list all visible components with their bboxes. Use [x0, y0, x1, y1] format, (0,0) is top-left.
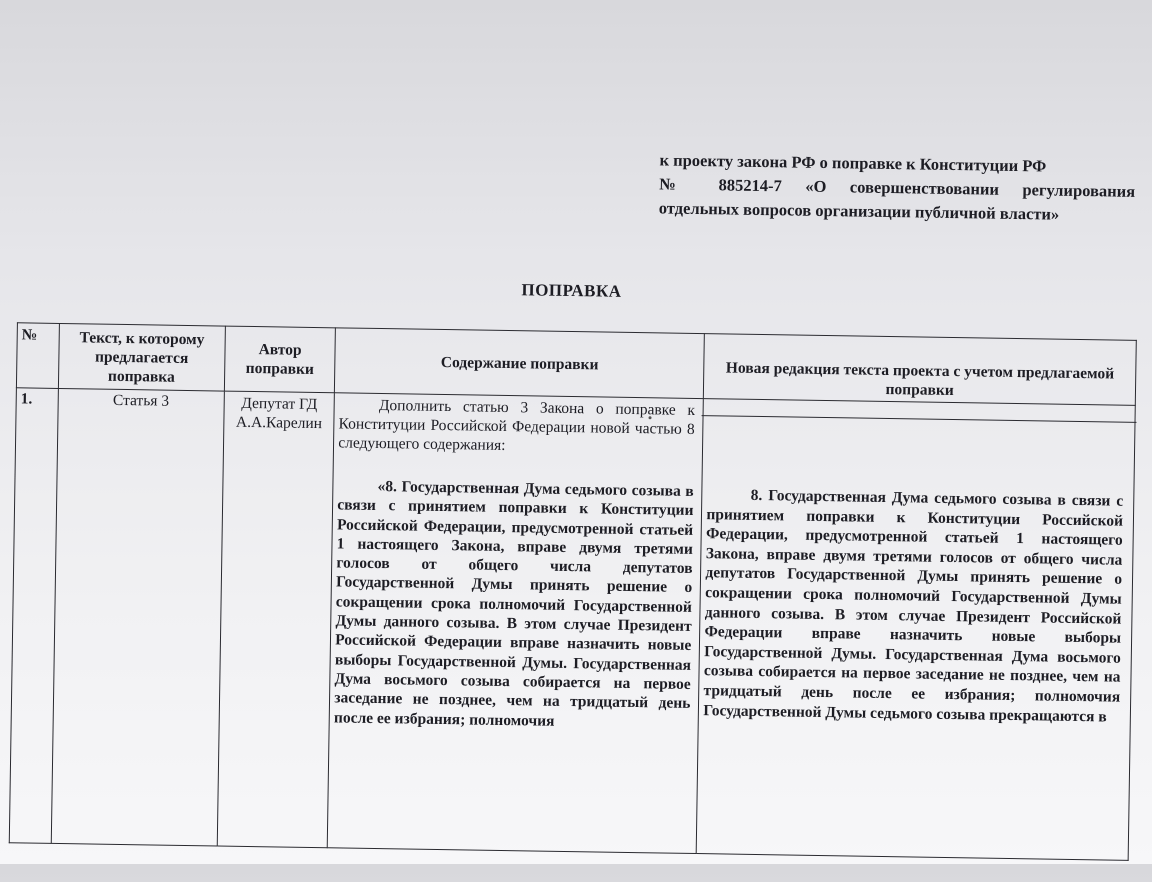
amendment-table — [9, 322, 1137, 861]
table-row — [9, 388, 1135, 861]
cell-divider — [702, 415, 1137, 423]
row-text-ref: Статья 3 — [51, 388, 225, 846]
row-new-text-cell — [697, 399, 1136, 861]
column-header-number: № — [16, 323, 59, 389]
row-author: Депутат ГД А.А.Карелин — [217, 391, 334, 848]
new-text-body: 8. Государственная Дума седьмого созыва в связи с принятием поправки к Конституции Российской Федерации, предусмотренной статьей 1 настоящего Закона, вправе двумя третями голосов от общего числа депутатов Государственной Думы принять решение о сокращении срока полномочий Государственной Думы данного созыва. В этом случае Президент Российской Федерации вправе назначить новые выборы Государственной Думы. Государственная Дума восьмого созыва собирается на первое заседание не позднее, чем на тридцатый день после ее избрания; полномочия Государственной Думы седьмого созыва прекращаются в — [703, 486, 1124, 726]
column-header-content: Содержание поправки — [335, 328, 705, 399]
column-header-text-ref: Текст, к которому предлагается поправка — [58, 323, 225, 391]
header-line-1: к проекту закона РФ о поправке к Конституции РФ — [659, 150, 1047, 176]
content-body: «8. Государственная Дума седьмого созыва в связи с принятием поправки к Конституции Российской Федерации, предусмотренной статьей 1 настоящего Закона, вправе двумя третями голосов от общего числа депутатов Государственной Думы принять решение о сокращении срока полномочий Государственной Думы данного созыва. В этом случае Президент Российской Федерации вправе назначить новые выборы Государственной Думы. Государственная Дума восьмого созыва собирается на первое заседание не позднее, чем на тридцатый день после ее избрания; полномочия — [333, 477, 694, 730]
content-intro: Дополнить статью 3 Закона о поправке к Конституции Российской Федерации новой частью 8 следующего содержания: — [338, 397, 696, 454]
header-line-3: отдельных вопросов организации публичной власти» — [658, 198, 1060, 224]
column-header-new-text: Новая редакция текста проекта с учетом предлагаемой поправки — [704, 334, 1137, 406]
header-line-2: № 885214-7 «О совершенствовании регулирования — [659, 174, 1136, 201]
row-number: 1. — [9, 388, 58, 844]
document-header — [659, 148, 1136, 227]
column-header-author: Автор поправки — [224, 326, 335, 393]
page-title: ПОПРАВКА — [521, 280, 622, 301]
row-content-cell — [327, 393, 703, 854]
